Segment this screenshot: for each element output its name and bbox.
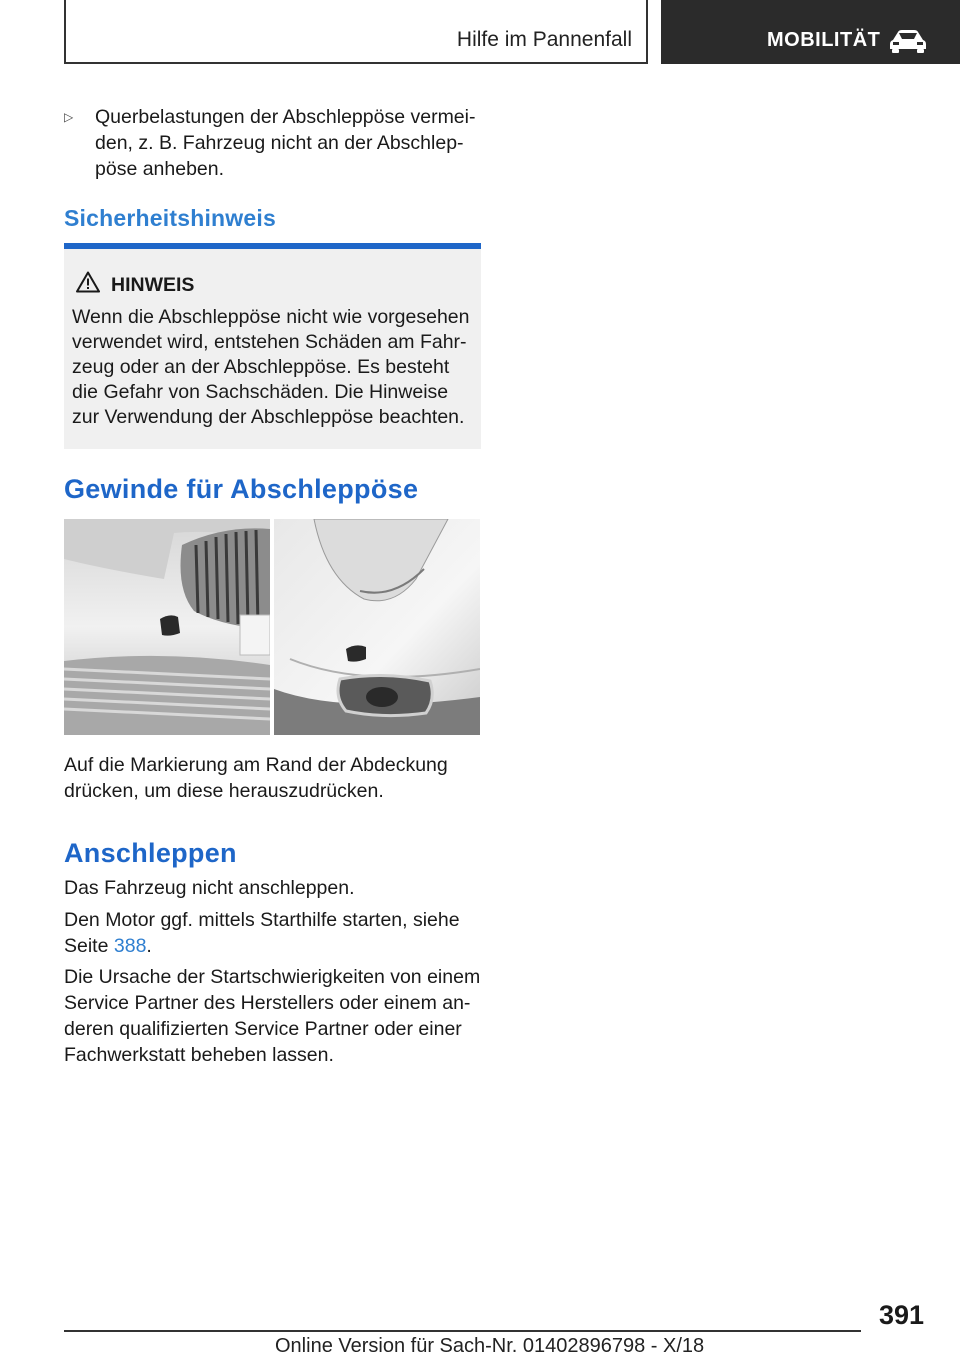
- towing-heading: Anschleppen: [64, 838, 237, 868]
- notice-title: HINWEIS: [111, 274, 195, 296]
- car-icon: [889, 28, 927, 54]
- safety-heading: Sicherheitshinweis: [64, 205, 276, 231]
- header-chapter-title: MOBILITÄT: [767, 29, 881, 51]
- towing-text-2-end: .: [146, 935, 152, 957]
- warning-triangle-icon: [76, 271, 100, 293]
- bullet-item: [64, 104, 482, 182]
- towing-text-1: Das Fahrzeug nicht anschleppen.: [64, 877, 355, 899]
- bullet-text: Querbelastungen der Abschleppöse vermei-den, z. B. Fahrzeug nicht an der Abschlep-pöse anheben.: [95, 106, 476, 180]
- footer-divider: [64, 1330, 861, 1332]
- notice-box: [64, 243, 481, 449]
- thread-text: Auf die Markierung am Rand der Abdeckung drücken, um diese herauszudrücken.: [64, 754, 448, 802]
- tow-thread-illustration: [64, 519, 480, 735]
- footer-version-text: Online Version für Sach-Nr. 01402896798 - X/18: [275, 1335, 705, 1357]
- header-section-box: [64, 0, 648, 64]
- header-chapter-tab: [661, 0, 960, 64]
- header-section-title: Hilfe im Pannenfall: [456, 28, 632, 51]
- notice-text: Wenn die Abschleppöse nicht wie vorgesehen verwendet wird, entstehen Schäden am Fahr-zeug oder an der Abschleppöse. Es besteht die Gefahr von Sachschäden. Die Hinweise zur Verwendung der Abschleppöse beachten.: [72, 306, 470, 428]
- thread-heading: Gewinde für Abschleppöse: [64, 474, 419, 504]
- towing-text-2: [64, 907, 482, 959]
- towing-text-2-lead: Den Motor ggf. mittels Starthilfe starten, siehe Seite: [64, 909, 460, 957]
- page-number: 391: [878, 1300, 924, 1330]
- towing-text-3: Die Ursache der Startschwierigkeiten von einem Service Partner des Herstellers oder einem an-deren qualifizierten Service Partner oder einer Fachwerkstatt beheben lassen.: [64, 966, 481, 1066]
- page-link-388[interactable]: 388: [113, 935, 147, 957]
- tow-thread-figure: [64, 519, 480, 735]
- bullet-triangle-icon: ▷: [64, 110, 74, 124]
